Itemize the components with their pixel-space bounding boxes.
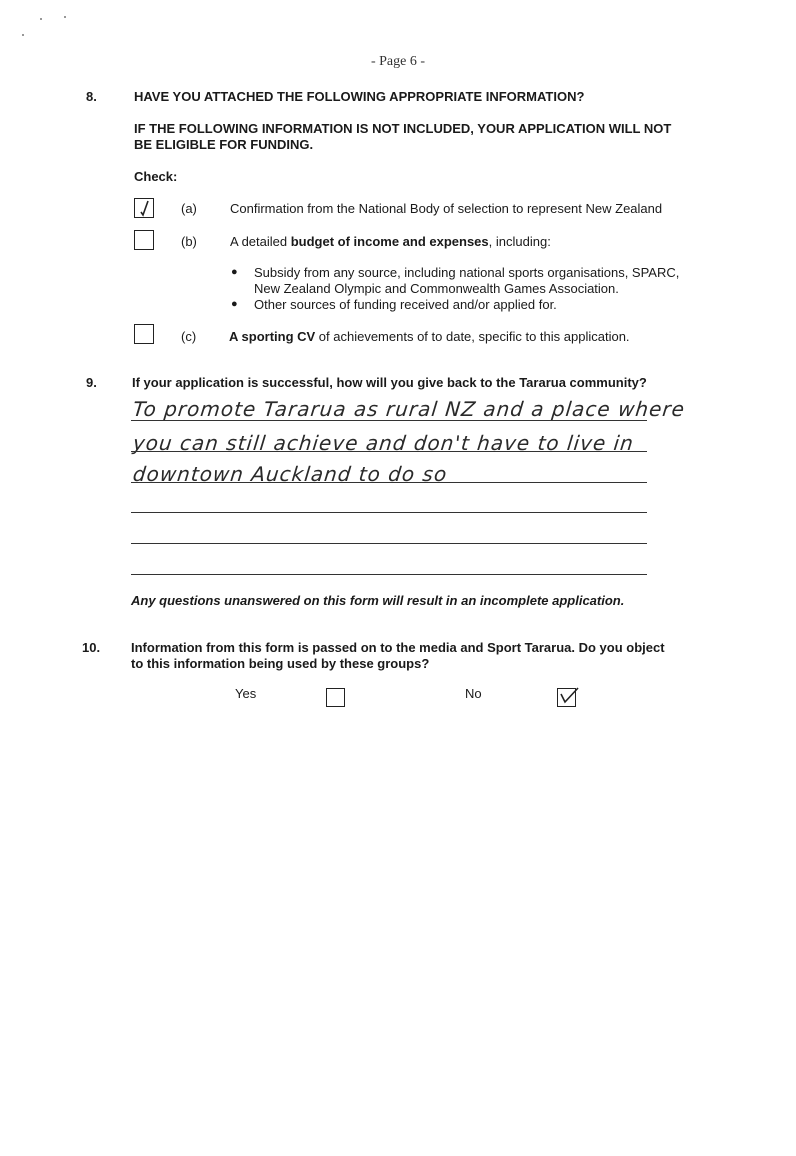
question-10-number: 10. <box>82 640 101 655</box>
item-b-text <box>230 234 551 250</box>
item-c-text-post: of achievements of to date, specific to this application. <box>315 329 630 344</box>
checkbox-sporting-cv[interactable] <box>134 324 154 344</box>
checkbox-yes[interactable] <box>326 688 345 707</box>
question-10-line-2: to this information being used by these groups? <box>131 656 430 671</box>
scan-speck <box>64 16 66 18</box>
answer-rule <box>131 451 647 452</box>
question-8-warning-line-1: IF THE FOLLOWING INFORMATION IS NOT INCLUDED, YOUR APPLICATION WILL NOT <box>134 121 672 136</box>
yes-label: Yes <box>235 686 257 701</box>
answer-rule <box>131 574 647 575</box>
answer-rule <box>131 543 647 544</box>
question-8-number: 8. <box>86 89 97 104</box>
bullet-2-line-1: Other sources of funding received and/or applied for. <box>254 297 557 312</box>
question-9-number: 9. <box>86 375 97 390</box>
item-b-text-post: , including: <box>488 234 551 249</box>
page-number: - Page 6 - <box>370 54 426 69</box>
incomplete-application-note: Any questions unanswered on this form will result in an incomplete application. <box>131 593 625 608</box>
bullet-1-line-2: New Zealand Olympic and Commonwealth Games Association. <box>254 281 619 296</box>
question-10-line-1: Information from this form is passed on to the media and Sport Tararua. Do you object <box>131 640 665 655</box>
bullet-1-line-1: Subsidy from any source, including national sports organisations, SPARC, <box>254 265 680 280</box>
item-c-text <box>229 329 630 345</box>
item-b-text-bold: budget of income and expenses <box>290 234 489 249</box>
checkbox-no[interactable] <box>557 688 576 707</box>
answer-rule <box>131 512 647 513</box>
checkbox-national-body-confirmation[interactable] <box>134 198 154 218</box>
bullet-icon: ● <box>231 266 238 278</box>
item-c-letter: (c) <box>181 329 197 344</box>
bullet-icon: ● <box>231 298 238 310</box>
answer-line-2-handwriting: you can still achieve and don't have to live in <box>131 431 636 455</box>
item-b-text-pre: A detailed <box>230 234 291 249</box>
item-a-text: Confirmation from the National Body of selection to represent New Zealand <box>230 201 663 216</box>
question-8-title: HAVE YOU ATTACHED THE FOLLOWING APPROPRIATE INFORMATION? <box>134 89 585 104</box>
scan-speck <box>22 34 24 36</box>
item-b-letter: (b) <box>181 234 197 249</box>
no-label: No <box>465 686 482 701</box>
answer-rule <box>131 420 647 421</box>
question-8-warning-line-2: BE ELIGIBLE FOR FUNDING. <box>134 137 314 152</box>
check-mark-icon <box>556 686 580 708</box>
checkbox-budget[interactable] <box>134 230 154 250</box>
item-c-text-bold: A sporting CV <box>229 329 316 344</box>
answer-line-3-handwriting: downtown Auckland to do so <box>131 462 449 486</box>
check-label: Check: <box>134 169 178 184</box>
check-mark-icon <box>133 196 155 218</box>
scan-speck <box>40 18 42 20</box>
item-a-letter: (a) <box>181 201 197 216</box>
question-9-text: If your application is successful, how will you give back to the Tararua community? <box>132 375 647 390</box>
answer-rule <box>131 482 647 483</box>
answer-line-1-handwriting: To promote Tararua as rural NZ and a place where <box>131 397 687 421</box>
